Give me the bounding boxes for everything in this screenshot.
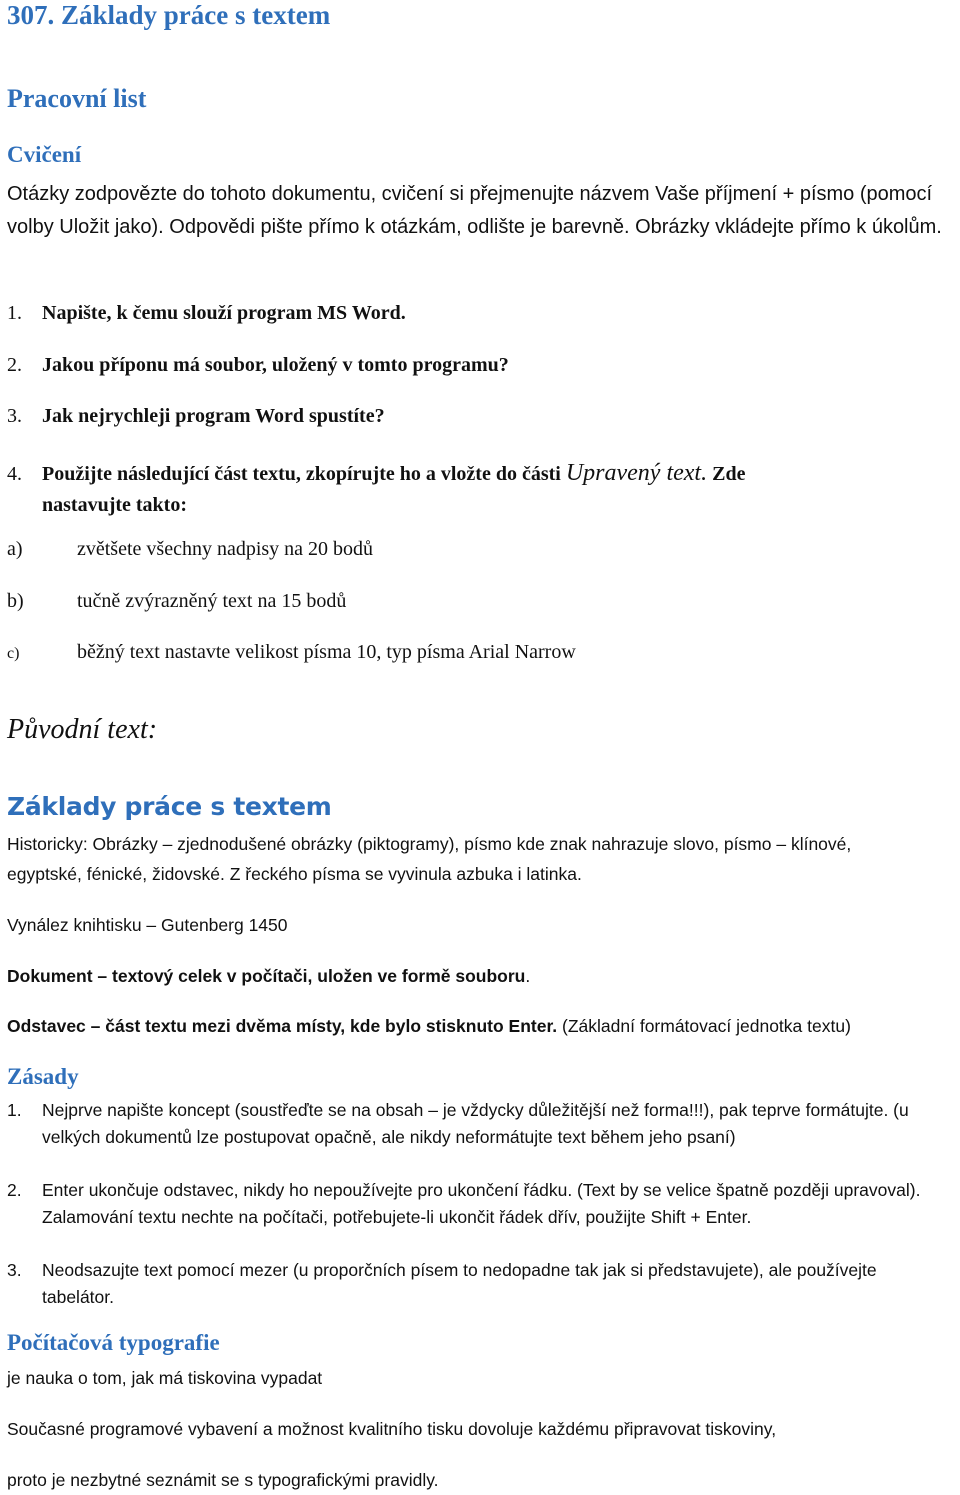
- subitem-text: zvětšete všechny nadpisy na 20 bodů: [77, 538, 374, 560]
- question-text-b: Zde: [707, 463, 746, 485]
- rule-item-3: [7, 1257, 952, 1311]
- subitem-text: běžný text nastavte velikost písma 10, typ písma Arial Narrow: [77, 641, 576, 663]
- subitem-a: [7, 538, 373, 561]
- paragraph-definition-note: (Základní formátovací jednotka textu): [557, 1016, 851, 1036]
- paragraph-definition-text: Odstavec – část textu mezi dvěma místy, kde bylo stisknuto Enter.: [7, 1016, 558, 1036]
- document-definition-text: Dokument – textový celek v počítači, uložen ve formě souboru: [7, 966, 526, 986]
- rule-text: Enter ukončuje odstavec, nikdy ho nepoužívejte pro ukončení řádku. (Text by se velice špatně později upravoval). Zalamování textu nechte na počítači, potřebujete-li ukončit řádek dřív, použijte Shift + Enter.: [42, 1180, 921, 1227]
- document-definition: [7, 961, 957, 991]
- typography-line-2: Současné programové vybavení a možnost kvalitního tisku dovoluje každému připravovat tiskoviny,: [7, 1419, 777, 1439]
- question-1: [7, 302, 406, 325]
- history-line-1: Historicky: Obrázky – zjednodušené obrázky (piktogramy), písmo kde znak nahrazuje slovo, písmo – klínové,: [7, 834, 852, 854]
- subitem-letter: c): [7, 645, 20, 662]
- section-title: Základy práce s textem: [7, 792, 332, 821]
- original-text-label: Původní text:: [7, 714, 158, 745]
- document-definition-dot: .: [525, 966, 531, 986]
- question-number: 1.: [7, 302, 22, 324]
- question-continuation: nastavujte takto:: [42, 494, 187, 516]
- question-italic: Upravený text.: [565, 460, 708, 486]
- subitem-b: [7, 590, 346, 613]
- subitem-letter: b): [7, 590, 24, 612]
- question-text: Jakou příponu má soubor, uložený v tomto programu?: [42, 354, 509, 376]
- exercise-heading: Cvičení: [7, 142, 82, 167]
- rule-number: 1.: [7, 1100, 22, 1120]
- rule-item-2: [7, 1177, 952, 1231]
- subitem-text: tučně zvýrazněný text na 15 bodů: [77, 590, 347, 612]
- typography-line-3: proto je nezbytné seznámit se s typografickými pravidly.: [7, 1470, 439, 1490]
- question-text: Napište, k čemu slouží program MS Word.: [42, 302, 406, 324]
- rule-number: 3.: [7, 1260, 22, 1280]
- question-number: 4.: [7, 463, 22, 485]
- typography-heading: Počítačová typografie: [7, 1330, 220, 1355]
- question-text: Použijte následující část textu, zkopírujte ho a vložte do části: [42, 463, 566, 485]
- subitem-c: [7, 641, 576, 664]
- question-4: [7, 458, 952, 521]
- rules-heading: Zásady: [7, 1064, 79, 1089]
- question-2: [7, 354, 509, 377]
- rule-text: Nejprve napište koncept (soustřeďte se na obsah – je vždycky důležitější než forma!!!), pak teprve formátujte. (u velkých dokumentů lze postupovat opačně, ale nikdy neformátujte text během jeho psaní): [42, 1100, 909, 1147]
- history-line-2: egyptské, fénické, židovské. Z řeckého písma se vyvinula azbuka i latinka.: [7, 864, 582, 884]
- rule-text: Neodsazujte text pomocí mezer (u proporčních písem to nedopadne tak jak si představujete), ale používejte tabelátor.: [42, 1260, 877, 1307]
- question-3: [7, 405, 385, 428]
- subitem-letter: a): [7, 538, 23, 560]
- question-number: 3.: [7, 405, 22, 427]
- question-number: 2.: [7, 354, 22, 376]
- document-title: 307. Základy práce s textem: [7, 0, 331, 30]
- rule-number: 2.: [7, 1180, 22, 1200]
- rule-item-1: [7, 1097, 952, 1151]
- printing-line: Vynález knihtisku – Gutenberg 1450: [7, 915, 288, 935]
- paragraph-definition: [7, 1011, 957, 1041]
- typography-line-1: je nauka o tom, jak má tiskovina vypadat: [7, 1368, 323, 1388]
- intro-paragraph: Otázky zodpovězte do tohoto dokumentu, cvičení si přejmenujte názvem Vaše příjmení + písmo (pomocí volby Uložit jako). Odpovědi pište přímo k otázkám, odlište je barevně. Obrázky vkládejte přímo k úkolům.: [7, 183, 942, 238]
- worksheet-heading: Pracovní list: [7, 84, 147, 113]
- question-text: Jak nejrychleji program Word spustíte?: [42, 405, 385, 427]
